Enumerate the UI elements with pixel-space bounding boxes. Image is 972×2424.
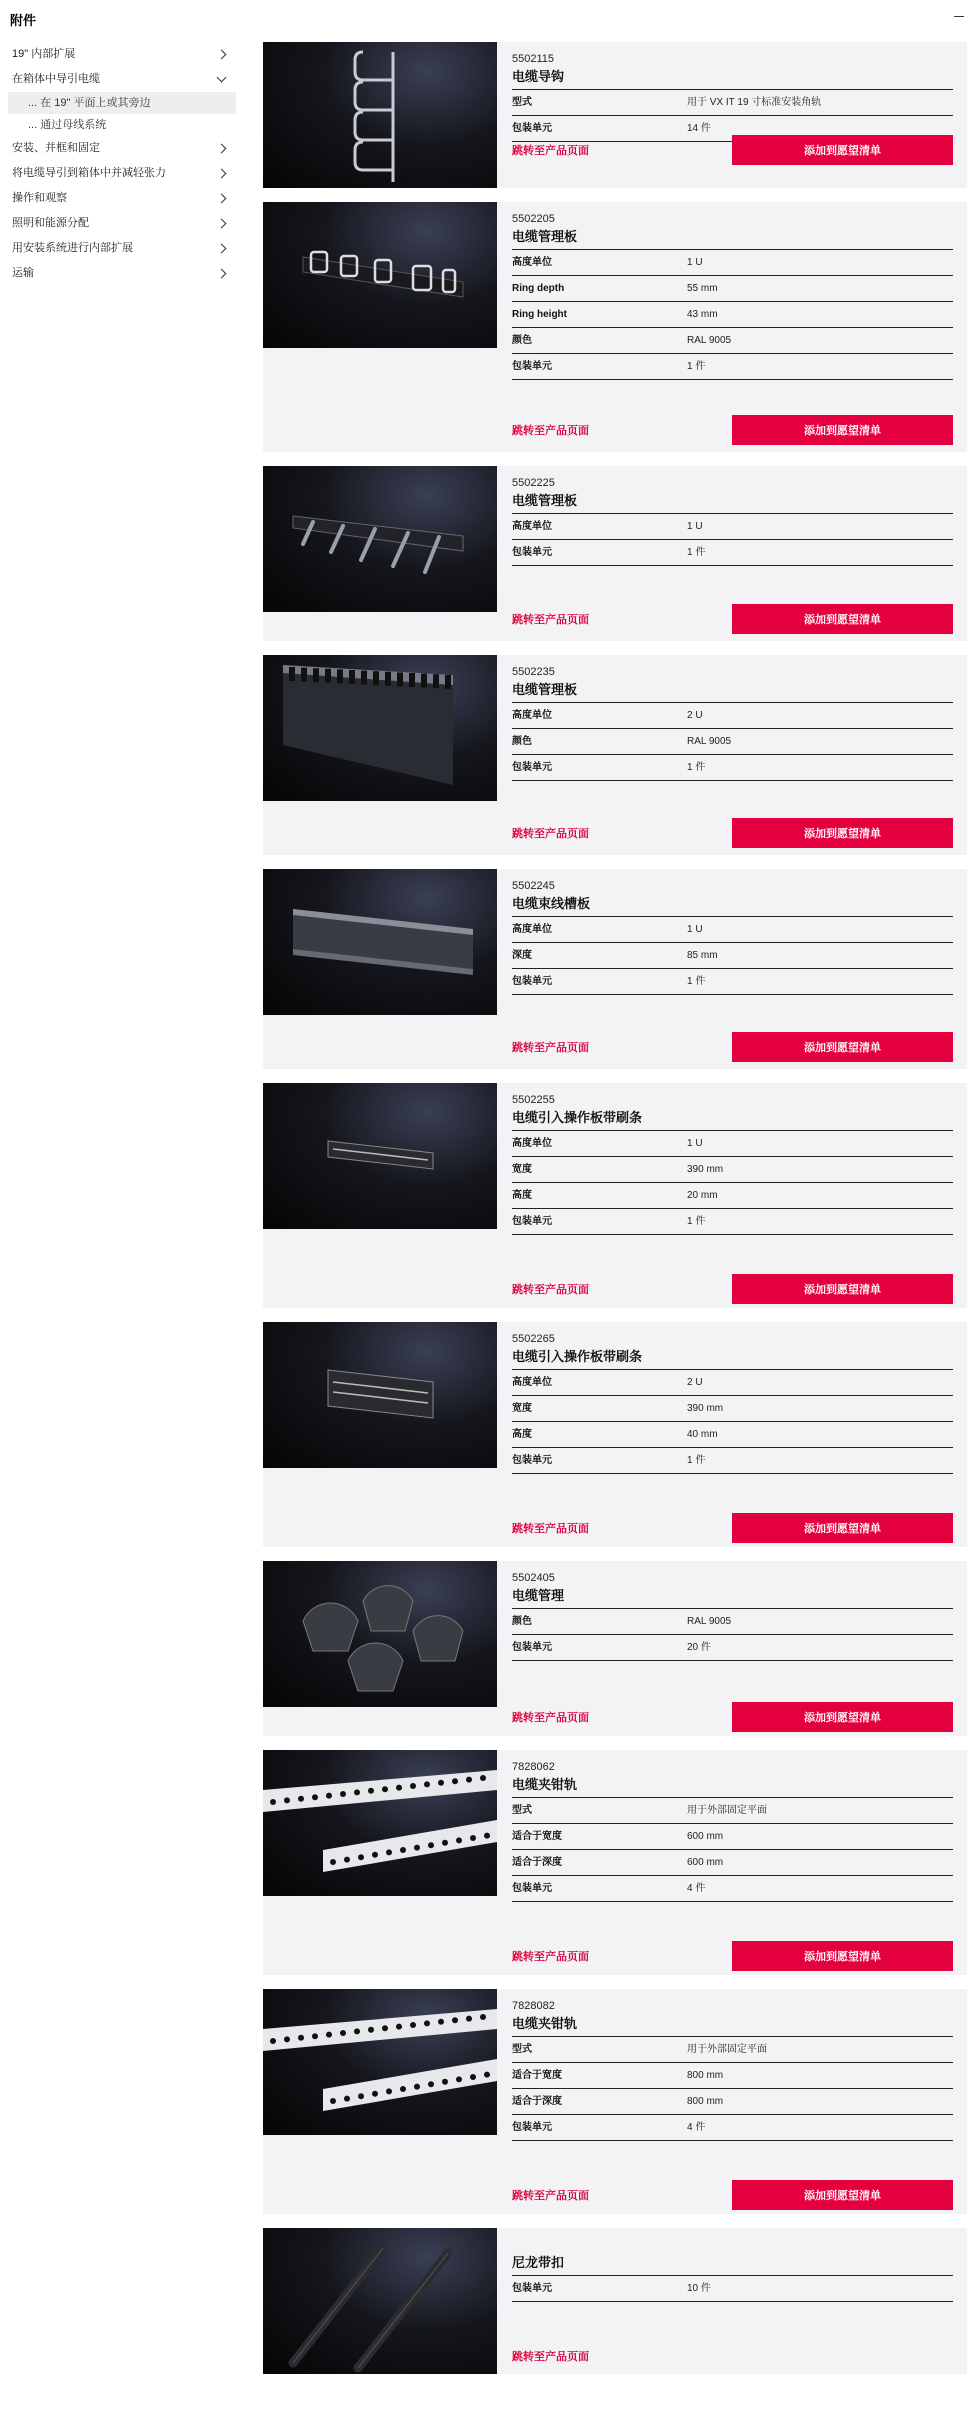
sidebar-item-label: 将电缆导引到箱体中并减轻张力 [12, 167, 166, 179]
add-to-wishlist-button[interactable]: 添加到愿望清单 [732, 818, 953, 848]
spec-label: 高度单位 [512, 1377, 552, 1388]
spec-row [512, 1609, 953, 1635]
spec-row [512, 703, 953, 729]
product-number: 5502245 [512, 880, 555, 892]
spec-row [512, 1370, 953, 1396]
spec-value: 800 mm [687, 2096, 724, 2107]
spec-row [512, 514, 953, 540]
spec-row [512, 1131, 953, 1157]
spec-row [512, 328, 953, 354]
spec-label: 包装单元 [512, 976, 552, 987]
sidebar-item-mounting[interactable] [8, 136, 236, 161]
spec-value: 1 件 [687, 547, 706, 558]
product-card [263, 1561, 967, 1736]
spec-label: 型式 [512, 2044, 532, 2055]
spec-label: 包装单元 [512, 762, 552, 773]
sidebar-subitem-label: ... 在 19" 平面上或其旁边 [28, 97, 151, 109]
sidebar-item-label: 照明和能源分配 [12, 217, 89, 229]
spec-row [512, 540, 953, 566]
add-to-wishlist-button[interactable]: 添加到愿望清单 [732, 2180, 953, 2210]
spec-value: 1 件 [687, 976, 706, 987]
product-number [512, 2238, 953, 2252]
sidebar-item-label: 19" 内部扩展 [12, 48, 76, 60]
spec-label: 包装单元 [512, 1455, 552, 1466]
spec-label: 适合于深度 [512, 1857, 562, 1868]
sidebar-subitem-busbar[interactable] [8, 114, 236, 136]
goto-product-page-link[interactable]: 跳转至产品页面 [512, 1042, 589, 1054]
sidebar-item-label: 用安装系统进行内部扩展 [12, 242, 133, 254]
spec-value: 2 U [687, 710, 703, 721]
spec-label: 高度单位 [512, 521, 552, 532]
add-to-wishlist-button[interactable]: 添加到愿望清单 [732, 1513, 953, 1543]
spec-value: 1 U [687, 521, 703, 532]
product-number: 7828062 [512, 1761, 555, 1773]
spec-value: 用于外部固定平面 [687, 2044, 767, 2055]
spec-value: 55 mm [687, 283, 718, 294]
product-name: 电缆管理板 [512, 680, 953, 703]
spec-row [512, 1157, 953, 1183]
spec-row [512, 1448, 953, 1474]
spec-row [512, 2115, 953, 2141]
spec-label: 型式 [512, 1805, 532, 1816]
spec-row [512, 1824, 953, 1850]
product-image[interactable] [263, 1561, 497, 1707]
product-image[interactable] [263, 1750, 497, 1896]
spec-value: 用于外部固定平面 [687, 1805, 767, 1816]
spec-row [512, 354, 953, 380]
spec-value: 4 件 [687, 1883, 706, 1894]
product-card [263, 1750, 967, 1975]
spec-label: 高度 [512, 1190, 532, 1201]
add-to-wishlist-button[interactable]: 添加到愿望清单 [732, 1941, 953, 1971]
sidebar-item-label: 安装、并框和固定 [12, 142, 100, 154]
product-name: 电缆夹钳轨 [512, 1775, 953, 1798]
add-to-wishlist-button[interactable]: 添加到愿望清单 [732, 1274, 953, 1304]
product-image[interactable] [263, 466, 497, 612]
goto-product-page-link[interactable]: 跳转至产品页面 [512, 1523, 589, 1535]
spec-row [512, 1876, 953, 1902]
goto-product-page-link[interactable]: 跳转至产品页面 [512, 614, 589, 626]
spec-value: RAL 9005 [687, 1616, 732, 1627]
spec-label: 高度单位 [512, 924, 552, 935]
product-info [512, 879, 953, 995]
sidebar-subitem-19-inch-plane[interactable] [8, 92, 236, 114]
spec-label: 型式 [512, 97, 532, 108]
product-info [512, 212, 953, 380]
sidebar-item-lighting[interactable] [8, 211, 236, 236]
spec-value: 390 mm [687, 1164, 724, 1175]
goto-product-page-link[interactable]: 跳转至产品页面 [512, 1712, 589, 1724]
spec-label: 包装单元 [512, 361, 552, 372]
add-to-wishlist-button[interactable]: 添加到愿望清单 [732, 604, 953, 634]
sidebar-nav [8, 42, 236, 286]
spec-value: 43 mm [687, 309, 718, 320]
product-image[interactable] [263, 42, 497, 188]
spec-value: 20 mm [687, 1190, 718, 1201]
spec-value: 14 件 [687, 123, 711, 134]
product-name: 电缆引入操作板带刷条 [512, 1108, 953, 1131]
chevron-right-icon [216, 161, 228, 186]
spec-label: 高度 [512, 1429, 532, 1440]
goto-product-page-link[interactable]: 跳转至产品页面 [512, 1284, 589, 1296]
spec-label: 深度 [512, 950, 532, 961]
spec-label: 包装单元 [512, 1642, 552, 1653]
product-list [263, 42, 967, 2388]
spec-value: 10 件 [687, 2283, 711, 2294]
product-name: 电缆导钩 [512, 67, 953, 90]
spec-label: 适合于宽度 [512, 1831, 562, 1842]
spec-row [512, 969, 953, 995]
add-to-wishlist-button[interactable]: 添加到愿望清单 [732, 415, 953, 445]
goto-product-page-link[interactable]: 跳转至产品页面 [512, 828, 589, 840]
sidebar-item-strain-relief[interactable] [8, 161, 236, 186]
product-name: 电缆束线槽板 [512, 894, 953, 917]
page-title: 附件 [10, 13, 37, 28]
product-image[interactable] [263, 869, 497, 1015]
spec-row [512, 943, 953, 969]
spec-value: 1 U [687, 1138, 703, 1149]
goto-product-page-link[interactable]: 跳转至产品页面 [512, 145, 589, 157]
product-number: 5502205 [512, 213, 555, 225]
product-number: 5502265 [512, 1333, 555, 1345]
product-number: 5502255 [512, 1094, 555, 1106]
sidebar-item-label: 在箱体中导引电缆 [12, 73, 100, 85]
product-number: 5502115 [512, 53, 555, 65]
product-info [512, 52, 953, 142]
product-info [512, 1093, 953, 1235]
spec-value: 85 mm [687, 950, 718, 961]
goto-product-page-link[interactable]: 跳转至产品页面 [512, 1951, 589, 1963]
spec-label: 宽度 [512, 1403, 532, 1414]
product-info [512, 1332, 953, 1474]
product-image[interactable] [263, 2228, 497, 2374]
chevron-right-icon [216, 136, 228, 161]
sidebar-item-label: 运输 [12, 267, 34, 279]
product-card [263, 202, 967, 452]
spec-row [512, 1422, 953, 1448]
spec-value: 390 mm [687, 1403, 724, 1414]
product-name: 电缆夹钳轨 [512, 2014, 953, 2037]
product-image[interactable] [263, 655, 497, 801]
product-image[interactable] [263, 1083, 497, 1229]
product-info [512, 1571, 953, 1661]
sidebar-item-cable-routing[interactable] [8, 67, 236, 92]
product-image[interactable] [263, 1989, 497, 2135]
sidebar-item-operation[interactable] [8, 186, 236, 211]
spec-row [512, 250, 953, 276]
product-number: 7828082 [512, 2000, 555, 2012]
spec-row [512, 2089, 953, 2115]
spec-label: Ring height [512, 309, 567, 320]
add-to-wishlist-button[interactable]: 添加到愿望清单 [732, 1032, 953, 1062]
spec-label: 包装单元 [512, 2283, 552, 2294]
chevron-down-icon [216, 67, 228, 92]
spec-row [512, 1183, 953, 1209]
product-card [263, 466, 967, 641]
spec-value: RAL 9005 [687, 335, 732, 346]
add-to-wishlist-button[interactable]: 添加到愿望清单 [732, 1702, 953, 1732]
spec-row [512, 2276, 953, 2302]
spec-label: 适合于宽度 [512, 2070, 562, 2081]
spec-label: 高度单位 [512, 1138, 552, 1149]
spec-value: 1 件 [687, 1216, 706, 1227]
spec-label: 颜色 [512, 736, 532, 747]
product-info [512, 476, 953, 566]
spec-value: 1 件 [687, 1455, 706, 1466]
spec-label: 高度单位 [512, 257, 552, 268]
spec-value: 600 mm [687, 1831, 724, 1842]
product-card [263, 2228, 967, 2374]
sidebar-subitem-label: ... 通过母线系统 [28, 119, 107, 131]
product-name: 电缆引入操作板带刷条 [512, 1347, 953, 1370]
spec-label: 包装单元 [512, 123, 552, 134]
goto-product-page-link[interactable]: 跳转至产品页面 [512, 2190, 589, 2202]
goto-product-page-link[interactable]: 跳转至产品页面 [512, 425, 589, 437]
spec-row [512, 276, 953, 302]
spec-label: 颜色 [512, 1616, 532, 1627]
spec-row [512, 755, 953, 781]
spec-value: 800 mm [687, 2070, 724, 2081]
spec-value: 1 U [687, 924, 703, 935]
product-card [263, 1989, 967, 2214]
spec-row [512, 917, 953, 943]
spec-row [512, 2063, 953, 2089]
spec-value: 1 件 [687, 361, 706, 372]
product-card [263, 1322, 967, 1547]
chevron-right-icon [216, 211, 228, 236]
spec-label: 包装单元 [512, 547, 552, 558]
chevron-right-icon [216, 236, 228, 261]
chevron-right-icon [216, 42, 228, 67]
page-header [0, 0, 972, 34]
product-name: 电缆管理板 [512, 491, 953, 514]
product-card [263, 869, 967, 1069]
product-name: 电缆管理板 [512, 227, 953, 250]
spec-value: 4 件 [687, 2122, 706, 2133]
spec-row [512, 1209, 953, 1235]
spec-value: 用于 VX IT 19 寸标准安装角轨 [687, 97, 822, 108]
sidebar-item-mounting-system[interactable] [8, 236, 236, 261]
spec-value: 1 U [687, 257, 703, 268]
spec-label: 宽度 [512, 1164, 532, 1175]
product-info [512, 665, 953, 781]
spec-value: 2 U [687, 1377, 703, 1388]
spec-label: 包装单元 [512, 1883, 552, 1894]
spec-value: 40 mm [687, 1429, 718, 1440]
product-info [512, 1999, 953, 2141]
spec-label: 颜色 [512, 335, 532, 346]
spec-value: 20 件 [687, 1642, 711, 1653]
spec-value: 600 mm [687, 1857, 724, 1868]
product-name: 尼龙带扣 [512, 2253, 953, 2276]
spec-row [512, 302, 953, 328]
product-number: 5502235 [512, 666, 555, 678]
product-image[interactable] [263, 202, 497, 348]
product-info [512, 1760, 953, 1902]
sidebar-item-19-inch-expansion[interactable] [8, 42, 236, 67]
spec-row [512, 1635, 953, 1661]
add-to-wishlist-button[interactable]: 添加到愿望清单 [732, 135, 953, 165]
spec-label: Ring depth [512, 283, 565, 294]
sidebar-item-transport[interactable] [8, 261, 236, 286]
spec-row [512, 90, 953, 116]
chevron-right-icon [216, 186, 228, 211]
spec-label: 适合于深度 [512, 2096, 562, 2107]
spec-row [512, 729, 953, 755]
spec-label: 高度单位 [512, 710, 552, 721]
product-number: 5502225 [512, 477, 555, 489]
sidebar-item-label: 操作和观察 [12, 192, 67, 204]
product-card [263, 1083, 967, 1308]
spec-row [512, 1798, 953, 1824]
spec-value: 1 件 [687, 762, 706, 773]
product-name: 电缆管理 [512, 1586, 953, 1609]
product-card [263, 655, 967, 855]
product-image[interactable] [263, 1322, 497, 1468]
spec-value: RAL 9005 [687, 736, 732, 747]
goto-product-page-link[interactable]: 跳转至产品页面 [512, 2351, 589, 2363]
product-number: 5502405 [512, 1572, 555, 1584]
spec-label: 包装单元 [512, 2122, 552, 2133]
product-info [512, 2238, 953, 2302]
spec-label: 包装单元 [512, 1216, 552, 1227]
spec-row [512, 2037, 953, 2063]
collapse-icon[interactable] [952, 9, 966, 23]
product-card [263, 42, 967, 188]
chevron-right-icon [216, 261, 228, 286]
spec-row [512, 1850, 953, 1876]
spec-row [512, 1396, 953, 1422]
